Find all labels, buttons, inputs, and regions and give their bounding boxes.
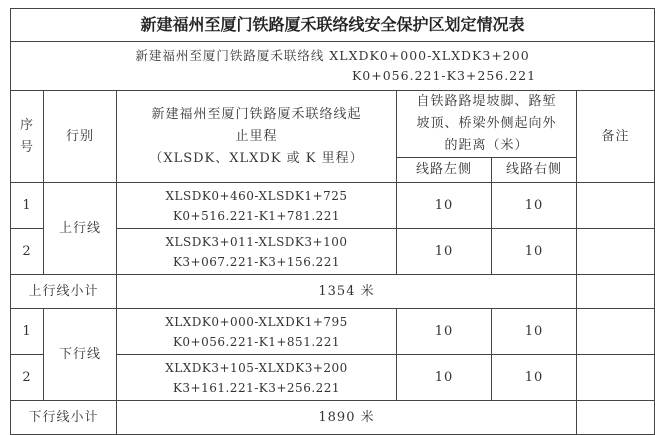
row-mileage: XLXDK0+000-XLXDK1+795 K0+056.221-K1+851.221 [117,309,397,355]
row-left-distance: 10 [397,309,492,355]
row-line-type: 上行线 [44,183,117,275]
document-page [10,8,654,425]
table-title: 新建福州至厦门铁路厦禾联络线安全保护区划定情况表 [11,9,655,42]
row-right-distance: 10 [492,355,577,401]
row-remarks [577,355,655,401]
row-right-distance: 10 [492,229,577,275]
row-mileage: XLSDK0+460-XLSDK1+725 K0+516.221-K1+781.221 [117,183,397,229]
row-line-type: 下行线 [44,309,117,401]
row-mileage: XLSDK3+011-XLSDK3+100 K3+067.221-K3+156.221 [117,229,397,275]
header-line-type: 行别 [44,91,117,183]
protection-zone-table [10,8,655,435]
row-seq: 2 [11,229,44,275]
header-remarks: 备注 [577,91,655,183]
row-mileage: XLXDK3+105-XLXDK3+200 K3+161.221-K3+256.221 [117,355,397,401]
subtitle-line-1: 新建福州至厦门铁路厦禾联络线 XLXDK0+000-XLXDK3+200 [135,48,530,63]
subtotal-remarks [577,275,655,309]
row-right-distance: 10 [492,309,577,355]
subtotal-value: 1354 米 [117,275,577,309]
row-left-distance: 10 [397,355,492,401]
row-seq: 1 [11,309,44,355]
row-seq: 2 [11,355,44,401]
subtotal-row [11,275,655,309]
row-right-distance: 10 [492,183,577,229]
subtotal-label: 下行线小计 [11,401,117,435]
row-left-distance: 10 [397,229,492,275]
row-remarks [577,183,655,229]
subtotal-remarks [577,401,655,435]
header-mileage-range: 新建福州至厦门铁路厦禾联络线起 止里程 （XLSDK、XLXDK 或 K 里程） [117,91,397,183]
table-row [11,183,655,229]
row-left-distance: 10 [397,183,492,229]
header-seq: 序 号 [11,91,44,183]
row-seq: 1 [11,183,44,229]
subtotal-value: 1890 米 [117,401,577,435]
header-right-side: 线路右侧 [492,158,577,183]
table-row [11,309,655,355]
subtitle-line-2: K0+056.221-K3+256.221 [351,68,537,83]
row-remarks [577,229,655,275]
header-distance: 自铁路路堤坡脚、路堑 坡顶、桥梁外侧起向外 的距离（米） [397,91,577,158]
subtotal-row [11,401,655,435]
row-remarks [577,309,655,355]
header-left-side: 线路左侧 [397,158,492,183]
table-subtitle [11,42,655,91]
subtotal-label: 上行线小计 [11,275,117,309]
